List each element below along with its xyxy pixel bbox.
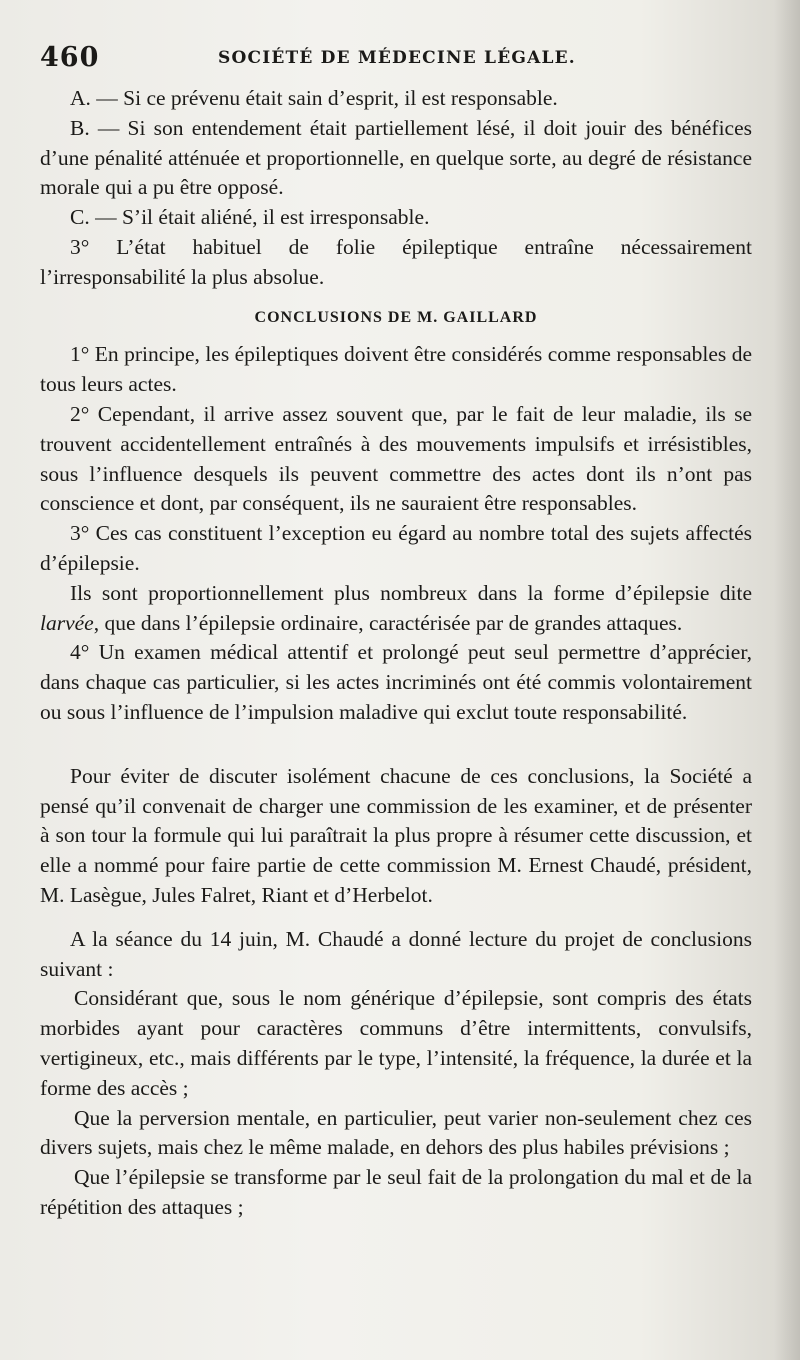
text-run: Ils sont proportionnellement plus nombreux dans la forme d’épilepsie dite: [70, 580, 752, 605]
running-head: SOCIÉTÉ DE MÉDECINE LÉGALE.: [218, 48, 576, 68]
spacer: [40, 911, 752, 925]
italic-term: larvée: [40, 610, 94, 635]
paragraph-commission: Pour éviter de discuter isolément chacune de ces conclusions, la Société a pensé qu’il convenait de charger une commission de les examiner, et de présenter à son tour la formule qui lui paraîtrait la plus propre à résumer cette discussion, et elle a nommé pour faire partie de cette commission M. Ernest Chaudé, président, M. Lasègue, Jules Falret, Riant et d’Herbelot.: [40, 763, 752, 907]
text-run: , que dans l’épilepsie ordinaire, caractérisée par de grandes attaques.: [93, 610, 683, 635]
paragraph-considerant: Considérant que, sous le nom générique d’épilepsie, sont compris des états morbides ayant pour caractères communs d’être intermittents, convulsifs, vertigineux, etc., mais différents par le type, l’intensité, la fréquence, la durée et la forme des accès ;: [40, 986, 752, 1100]
section-heading: CONCLUSIONS DE M. GAILLARD: [254, 308, 538, 326]
paragraph-a: A. — Si ce prévenu était sain d’esprit, il est responsable.: [70, 86, 558, 110]
conclusion-3-continued: [40, 579, 752, 639]
paragraph-c: C. — S’il était aliéné, il est irresponsable.: [70, 205, 430, 230]
paragraph-3: 3° L’état habituel de folie épileptique entraîne nécessairement l’irresponsabilité la plus absolue.: [40, 234, 752, 289]
paragraph-transforme: Que l’épilepsie se transforme par le seul fait de la prolongation du mal et de la répétition des attaques ;: [40, 1165, 752, 1219]
page-header: [40, 42, 760, 82]
conclusion-2: 2° Cependant, il arrive assez souvent que, par le fait de leur maladie, ils se trouvent accidentellement entraînés à des mouvements impulsifs et irrésistibles, sous l’influence desquels ils peuvent commettre des actes dont ils n’ont pas conscience et dont, par conséquent, ils ne sauraient être responsables.: [40, 401, 752, 516]
paragraph-seance: A la séance du 14 juin, M. Chaudé a donné lecture du projet de conclusions suivant :: [40, 926, 752, 981]
paragraph-b: B. — Si son entendement était partiellement lésé, il doit jouir des bénéfices d’une pénalité atténuée et proportionnelle, en quelque sorte, au degré de résistance morale qui a pu être opposé.: [40, 115, 752, 200]
conclusion-1: 1° En principe, les épileptiques doivent être considérés comme responsables de tous leurs actes.: [40, 342, 752, 397]
spacer: [40, 728, 752, 762]
page-number: 460: [40, 42, 100, 73]
page-body: [40, 84, 752, 1223]
page-edge-shadow: [774, 0, 800, 1360]
paragraph-perversion: Que la perversion mentale, en particulier, peut varier non-seulement chez ces divers sujets, mais chez le même malade, en dehors des plus habiles prévisions ;: [40, 1105, 752, 1160]
conclusion-3: 3° Ces cas constituent l’exception eu égard au nombre total des sujets affectés d’épilepsie.: [40, 521, 752, 575]
conclusion-4: 4° Un examen médical attentif et prolongé peut seul permettre d’apprécier, dans chaque cas particulier, si les actes incriminés ont été commis volontairement ou sous l’influence de l’impulsion maladive qui exclut toute responsabilité.: [40, 640, 752, 724]
